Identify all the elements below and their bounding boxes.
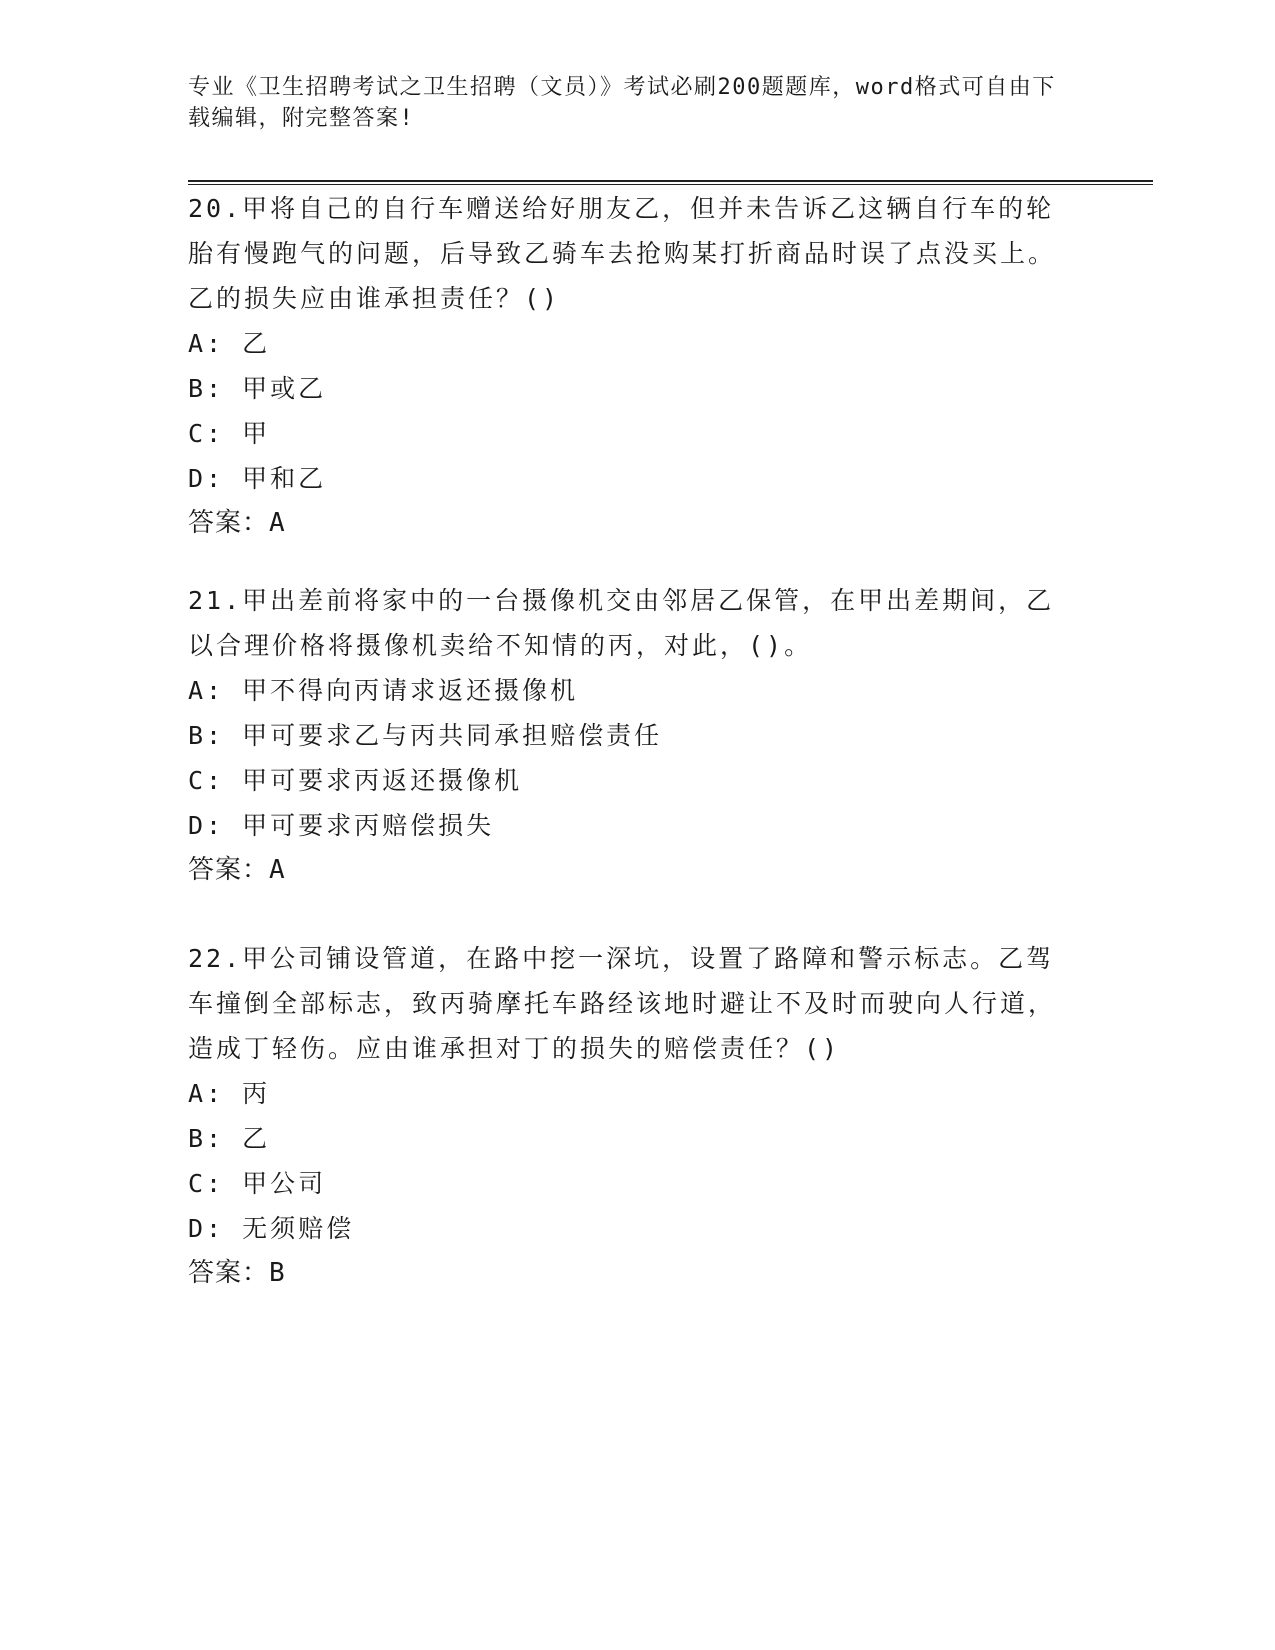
question-stem: 22.甲公司铺设管道，在路中挖一深坑，设置了路障和警示标志。乙驾车撞倒全部标志，致丙骑摩托车路经该地时避让不及时而驶向人行道，造成丁轻伤。应由谁承担对丁的损失的赔偿责任？() bbox=[188, 944, 1057, 1063]
answer-line bbox=[188, 501, 1078, 546]
option-c: C: 甲 bbox=[188, 419, 271, 448]
question-21 bbox=[188, 578, 1078, 893]
question-22 bbox=[188, 936, 1078, 1296]
option-c: C: 甲可要求丙返还摄像机 bbox=[188, 766, 523, 795]
question-stem: 20.甲将自己的自行车赠送给好朋友乙，但并未告诉乙这辆自行车的轮胎有慢跑气的问题，后导致乙骑车去抢购某打折商品时误了点没买上。乙的损失应由谁承担责任？() bbox=[188, 194, 1057, 313]
answer-line bbox=[188, 848, 1078, 893]
question-stem: 21.甲出差前将家中的一台摄像机交由邻居乙保管，在甲出差期间，乙以合理价格将摄像机卖给不知情的丙，对此，()。 bbox=[188, 586, 1055, 660]
answer-label: 答案： bbox=[188, 855, 270, 885]
answer-label: 答案： bbox=[188, 1258, 270, 1288]
question-20 bbox=[188, 186, 1078, 546]
header-divider bbox=[188, 180, 1153, 185]
answer-value: A bbox=[269, 508, 286, 538]
option-d: D: 无须赔偿 bbox=[188, 1214, 355, 1243]
option-b: B: 甲或乙 bbox=[188, 374, 327, 403]
option-d: D: 甲和乙 bbox=[188, 464, 327, 493]
answer-line bbox=[188, 1251, 1078, 1296]
option-d: D: 甲可要求丙赔偿损失 bbox=[188, 811, 495, 840]
document-header-title: 专业《卫生招聘考试之卫生招聘（文员）》考试必刷200题题库，word格式可自由下载编辑，附完整答案! bbox=[188, 75, 1056, 131]
option-b: B: 甲可要求乙与丙共同承担赔偿责任 bbox=[188, 721, 663, 750]
option-a: A: 甲不得向丙请求返还摄像机 bbox=[188, 676, 579, 705]
answer-label: 答案： bbox=[188, 508, 270, 538]
option-c: C: 甲公司 bbox=[188, 1169, 327, 1198]
answer-value: B bbox=[269, 1258, 286, 1288]
option-a: A: 丙 bbox=[188, 1079, 271, 1108]
option-b: B: 乙 bbox=[188, 1124, 271, 1153]
option-a: A: 乙 bbox=[188, 329, 271, 358]
answer-value: A bbox=[269, 855, 286, 885]
